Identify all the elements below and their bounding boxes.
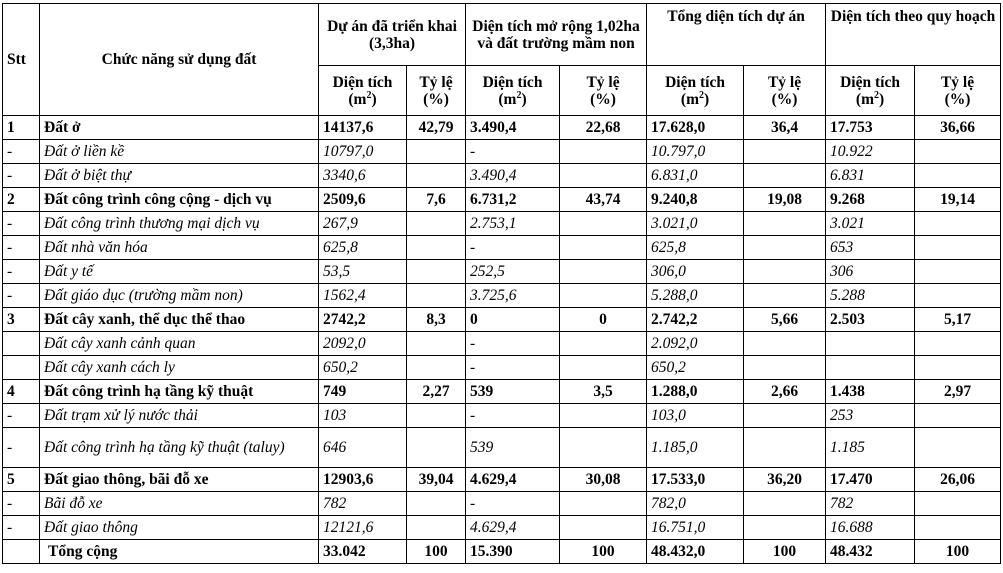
area-value: 782 bbox=[319, 492, 407, 516]
ratio-value: 7,6 bbox=[407, 188, 466, 212]
ratio-value: 0 bbox=[560, 308, 647, 332]
stt-cell bbox=[3, 540, 40, 564]
area-value: 306 bbox=[826, 260, 915, 284]
area-value: 1.438 bbox=[826, 380, 915, 404]
subcategory-row bbox=[3, 260, 1001, 284]
land-use-table bbox=[2, 3, 1001, 564]
ratio-value bbox=[915, 332, 1001, 356]
subcategory-row bbox=[3, 140, 1001, 164]
ratio-unit: (%) bbox=[771, 90, 798, 108]
stt-cell: - bbox=[3, 516, 40, 540]
ratio-value bbox=[915, 140, 1001, 164]
total-row bbox=[3, 540, 1001, 564]
ratio-value: 100 bbox=[744, 540, 826, 564]
area-value: 2.503 bbox=[826, 308, 915, 332]
land-use-name: Bãi đỗ xe bbox=[40, 492, 319, 516]
area-value: 625,8 bbox=[319, 236, 407, 260]
ratio-value bbox=[915, 284, 1001, 308]
area-unit: $(m^2)$ bbox=[680, 89, 710, 108]
ratio-value: 30,08 bbox=[560, 468, 647, 492]
category-row bbox=[3, 380, 1001, 404]
subcategory-row bbox=[3, 492, 1001, 516]
ratio-value bbox=[407, 492, 466, 516]
area-value: 2509,6 bbox=[319, 188, 407, 212]
ratio-value bbox=[407, 356, 466, 380]
area-header bbox=[826, 66, 915, 116]
area-value: 1562,4 bbox=[319, 284, 407, 308]
area-value: 253 bbox=[826, 404, 915, 428]
area-value: 650,2 bbox=[319, 356, 407, 380]
area-value: 14137,6 bbox=[319, 116, 407, 140]
ratio-value: 22,68 bbox=[560, 116, 647, 140]
area-value: 10797,0 bbox=[319, 140, 407, 164]
area-value: 0 bbox=[466, 308, 560, 332]
area-value: 782 bbox=[826, 492, 915, 516]
land-use-name: Đất giao thông bbox=[40, 516, 319, 540]
area-value: 3.490,4 bbox=[466, 116, 560, 140]
area-value: 4.629,4 bbox=[466, 468, 560, 492]
area-value: 625,8 bbox=[647, 236, 744, 260]
ratio-value bbox=[915, 492, 1001, 516]
area-value: 2.092,0 bbox=[647, 332, 744, 356]
subcategory-row bbox=[3, 284, 1001, 308]
area-value: 9.268 bbox=[826, 188, 915, 212]
ratio-value bbox=[915, 404, 1001, 428]
ratio-value bbox=[407, 284, 466, 308]
stt-cell: 5 bbox=[3, 468, 40, 492]
land-use-name: Đất cây xanh cảnh quan bbox=[40, 332, 319, 356]
ratio-value bbox=[744, 260, 826, 284]
ratio-value bbox=[744, 428, 826, 468]
ratio-value bbox=[560, 284, 647, 308]
land-use-name: Đất giáo dục (trường mầm non) bbox=[40, 284, 319, 308]
ratio-value bbox=[744, 236, 826, 260]
ratio-value bbox=[560, 212, 647, 236]
area-value: - bbox=[466, 140, 560, 164]
ratio-value: 100 bbox=[915, 540, 1001, 564]
land-use-name: Đất công trình công cộng - dịch vụ bbox=[40, 188, 319, 212]
ratio-value: 36,20 bbox=[744, 468, 826, 492]
ratio-label: Tỷ lệ bbox=[940, 73, 975, 91]
area-value: 48.432,0 bbox=[647, 540, 744, 564]
area-value: 653 bbox=[826, 236, 915, 260]
area-header bbox=[647, 66, 744, 116]
ratio-value bbox=[407, 332, 466, 356]
area-unit: $(m^2)$ bbox=[348, 89, 377, 108]
ratio-value: 19,08 bbox=[744, 188, 826, 212]
ratio-value bbox=[744, 492, 826, 516]
stt-cell: - bbox=[3, 404, 40, 428]
ratio-label: Tỷ lệ bbox=[419, 73, 453, 91]
area-value: 3340,6 bbox=[319, 164, 407, 188]
ratio-value bbox=[407, 212, 466, 236]
ratio-value: 42,79 bbox=[407, 116, 466, 140]
ratio-value bbox=[744, 356, 826, 380]
subcategory-row bbox=[3, 404, 1001, 428]
land-use-name: Đất ở liền kề bbox=[40, 140, 319, 164]
ratio-value bbox=[560, 428, 647, 468]
category-row bbox=[3, 188, 1001, 212]
function-header: Chức năng sử dụng đất bbox=[40, 4, 319, 116]
header-row-groups bbox=[3, 4, 1001, 66]
ratio-value bbox=[915, 236, 1001, 260]
area-value: 33.042 bbox=[319, 540, 407, 564]
group-header-implemented: Dự án đã triển khai (3,3ha) bbox=[319, 4, 466, 66]
ratio-value bbox=[407, 236, 466, 260]
ratio-value bbox=[407, 260, 466, 284]
area-value: 4.629,4 bbox=[466, 516, 560, 540]
area-value: 9.240,8 bbox=[647, 188, 744, 212]
area-value: 17.470 bbox=[826, 468, 915, 492]
area-value: 782,0 bbox=[647, 492, 744, 516]
group-header-planned: Diện tích theo quy hoạch bbox=[826, 4, 1001, 66]
land-use-name: Đất giao thông, bãi đỗ xe bbox=[40, 468, 319, 492]
ratio-unit: (%) bbox=[944, 90, 971, 108]
ratio-value: 2,27 bbox=[407, 380, 466, 404]
area-value: 252,5 bbox=[466, 260, 560, 284]
ratio-header bbox=[407, 66, 466, 116]
ratio-value bbox=[915, 212, 1001, 236]
area-value: 5.288,0 bbox=[647, 284, 744, 308]
area-value: 2.742,2 bbox=[647, 308, 744, 332]
category-row bbox=[3, 468, 1001, 492]
ratio-value bbox=[744, 140, 826, 164]
ratio-unit: (%) bbox=[423, 90, 449, 108]
area-value: 2.753,1 bbox=[466, 212, 560, 236]
area-value: 3.021 bbox=[826, 212, 915, 236]
area-unit: $(m^2)$ bbox=[498, 89, 527, 108]
land-use-name: Đất cây xanh, thể dục thể thao bbox=[40, 308, 319, 332]
ratio-value bbox=[744, 284, 826, 308]
land-use-name: Đất ở bbox=[40, 116, 319, 140]
ratio-value: 26,06 bbox=[915, 468, 1001, 492]
area-value: 2742,2 bbox=[319, 308, 407, 332]
ratio-value: 100 bbox=[407, 540, 466, 564]
ratio-value: 100 bbox=[560, 540, 647, 564]
stt-cell: 2 bbox=[3, 188, 40, 212]
ratio-value bbox=[560, 140, 647, 164]
stt-cell: 3 bbox=[3, 308, 40, 332]
area-label: Diện tích bbox=[840, 73, 900, 91]
ratio-value bbox=[560, 404, 647, 428]
ratio-value: 2,66 bbox=[744, 380, 826, 404]
area-value: 103,0 bbox=[647, 404, 744, 428]
area-value: 10.797,0 bbox=[647, 140, 744, 164]
ratio-value: 2,97 bbox=[915, 380, 1001, 404]
area-value bbox=[826, 356, 915, 380]
area-value: 650,2 bbox=[647, 356, 744, 380]
ratio-value bbox=[744, 404, 826, 428]
ratio-unit: (%) bbox=[590, 90, 616, 108]
table-body bbox=[3, 116, 1001, 564]
land-use-name: Đất nhà văn hóa bbox=[40, 236, 319, 260]
area-value: 1.288,0 bbox=[647, 380, 744, 404]
ratio-value: 36,66 bbox=[915, 116, 1001, 140]
area-value: 17.533,0 bbox=[647, 468, 744, 492]
stt-cell: - bbox=[3, 164, 40, 188]
land-use-name: Đất công trình hạ tầng kỹ thuật (taluy) bbox=[40, 428, 319, 468]
land-use-name: Đất cây xanh cách ly bbox=[40, 356, 319, 380]
land-use-name: Đất ở biệt thự bbox=[40, 164, 319, 188]
subcategory-row bbox=[3, 332, 1001, 356]
area-value: 103 bbox=[319, 404, 407, 428]
area-value: 6.831 bbox=[826, 164, 915, 188]
ratio-value bbox=[407, 140, 466, 164]
land-use-name: Đất trạm xử lý nước thải bbox=[40, 404, 319, 428]
stt-cell: - bbox=[3, 428, 40, 468]
category-row bbox=[3, 308, 1001, 332]
ratio-value bbox=[744, 332, 826, 356]
ratio-value bbox=[915, 260, 1001, 284]
stt-cell: - bbox=[3, 260, 40, 284]
ratio-header bbox=[744, 66, 826, 116]
area-value: 539 bbox=[466, 380, 560, 404]
area-value: 3.021,0 bbox=[647, 212, 744, 236]
area-value: 749 bbox=[319, 380, 407, 404]
ratio-value: 36,4 bbox=[744, 116, 826, 140]
area-header bbox=[319, 66, 407, 116]
ratio-value bbox=[407, 428, 466, 468]
area-value: 17.628,0 bbox=[647, 116, 744, 140]
area-value bbox=[826, 332, 915, 356]
stt-cell bbox=[3, 332, 40, 356]
stt-cell: - bbox=[3, 284, 40, 308]
ratio-value: 19,14 bbox=[915, 188, 1001, 212]
ratio-value: 5,66 bbox=[744, 308, 826, 332]
ratio-label: Tỷ lệ bbox=[586, 73, 620, 91]
ratio-value bbox=[560, 260, 647, 284]
group-header-total: Tổng diện tích dự án bbox=[647, 4, 826, 66]
area-value: 6.831,0 bbox=[647, 164, 744, 188]
ratio-header bbox=[560, 66, 647, 116]
stt-cell: - bbox=[3, 236, 40, 260]
area-value: 306,0 bbox=[647, 260, 744, 284]
ratio-value bbox=[560, 332, 647, 356]
area-header bbox=[466, 66, 560, 116]
area-value: 2092,0 bbox=[319, 332, 407, 356]
ratio-value bbox=[744, 212, 826, 236]
category-row bbox=[3, 116, 1001, 140]
ratio-value bbox=[915, 356, 1001, 380]
ratio-value bbox=[744, 516, 826, 540]
area-value: 53,5 bbox=[319, 260, 407, 284]
land-use-name: Đất y tế bbox=[40, 260, 319, 284]
ratio-value: 39,04 bbox=[407, 468, 466, 492]
area-value: - bbox=[466, 404, 560, 428]
ratio-header bbox=[915, 66, 1001, 116]
area-value: 646 bbox=[319, 428, 407, 468]
stt-cell: - bbox=[3, 212, 40, 236]
ratio-value bbox=[560, 516, 647, 540]
ratio-value: 8,3 bbox=[407, 308, 466, 332]
ratio-value bbox=[560, 236, 647, 260]
ratio-value bbox=[915, 428, 1001, 468]
land-use-name: Đất công trình hạ tầng kỹ thuật bbox=[40, 380, 319, 404]
subcategory-row bbox=[3, 356, 1001, 380]
stt-cell: - bbox=[3, 140, 40, 164]
subcategory-row bbox=[3, 212, 1001, 236]
area-value: 16.751,0 bbox=[647, 516, 744, 540]
ratio-value bbox=[915, 516, 1001, 540]
area-value: 1.185,0 bbox=[647, 428, 744, 468]
area-unit: $(m^2)$ bbox=[855, 89, 885, 108]
area-value: - bbox=[466, 492, 560, 516]
ratio-value bbox=[560, 164, 647, 188]
area-label: Diện tích bbox=[482, 73, 543, 91]
ratio-value bbox=[560, 492, 647, 516]
area-value: 15.390 bbox=[466, 540, 560, 564]
area-value: 3.490,4 bbox=[466, 164, 560, 188]
subcategory-row bbox=[3, 236, 1001, 260]
area-value: - bbox=[466, 356, 560, 380]
ratio-value bbox=[560, 356, 647, 380]
land-use-name: Tổng cộng bbox=[40, 540, 319, 564]
area-value: - bbox=[466, 236, 560, 260]
area-value: 1.185 bbox=[826, 428, 915, 468]
area-value: 6.731,2 bbox=[466, 188, 560, 212]
group-header-extension: Diện tích mở rộng 1,02ha và đất trường mầm non bbox=[466, 4, 647, 66]
area-value: 3.725,6 bbox=[466, 284, 560, 308]
ratio-label: Tỷ lệ bbox=[767, 73, 802, 91]
area-value: 12121,6 bbox=[319, 516, 407, 540]
subcategory-row bbox=[3, 428, 1001, 468]
ratio-value bbox=[407, 164, 466, 188]
subcategory-row bbox=[3, 516, 1001, 540]
area-value: 17.753 bbox=[826, 116, 915, 140]
area-value: 12903,6 bbox=[319, 468, 407, 492]
area-value: 10.922 bbox=[826, 140, 915, 164]
ratio-value bbox=[407, 404, 466, 428]
area-value: 539 bbox=[466, 428, 560, 468]
ratio-value bbox=[915, 164, 1001, 188]
area-label: Diện tích bbox=[665, 73, 725, 91]
stt-header: Stt bbox=[3, 4, 40, 116]
area-value: 16.688 bbox=[826, 516, 915, 540]
ratio-value: 3,5 bbox=[560, 380, 647, 404]
ratio-value bbox=[407, 516, 466, 540]
stt-cell: 1 bbox=[3, 116, 40, 140]
area-value: 48.432 bbox=[826, 540, 915, 564]
area-label: Diện tích bbox=[332, 73, 393, 91]
area-value: 5.288 bbox=[826, 284, 915, 308]
stt-cell bbox=[3, 356, 40, 380]
ratio-value: 43,74 bbox=[560, 188, 647, 212]
stt-cell: 4 bbox=[3, 380, 40, 404]
area-value: 267,9 bbox=[319, 212, 407, 236]
area-value: - bbox=[466, 332, 560, 356]
ratio-value bbox=[744, 164, 826, 188]
stt-cell: - bbox=[3, 492, 40, 516]
land-use-name: Đất công trình thương mại dịch vụ bbox=[40, 212, 319, 236]
subcategory-row bbox=[3, 164, 1001, 188]
ratio-value: 5,17 bbox=[915, 308, 1001, 332]
